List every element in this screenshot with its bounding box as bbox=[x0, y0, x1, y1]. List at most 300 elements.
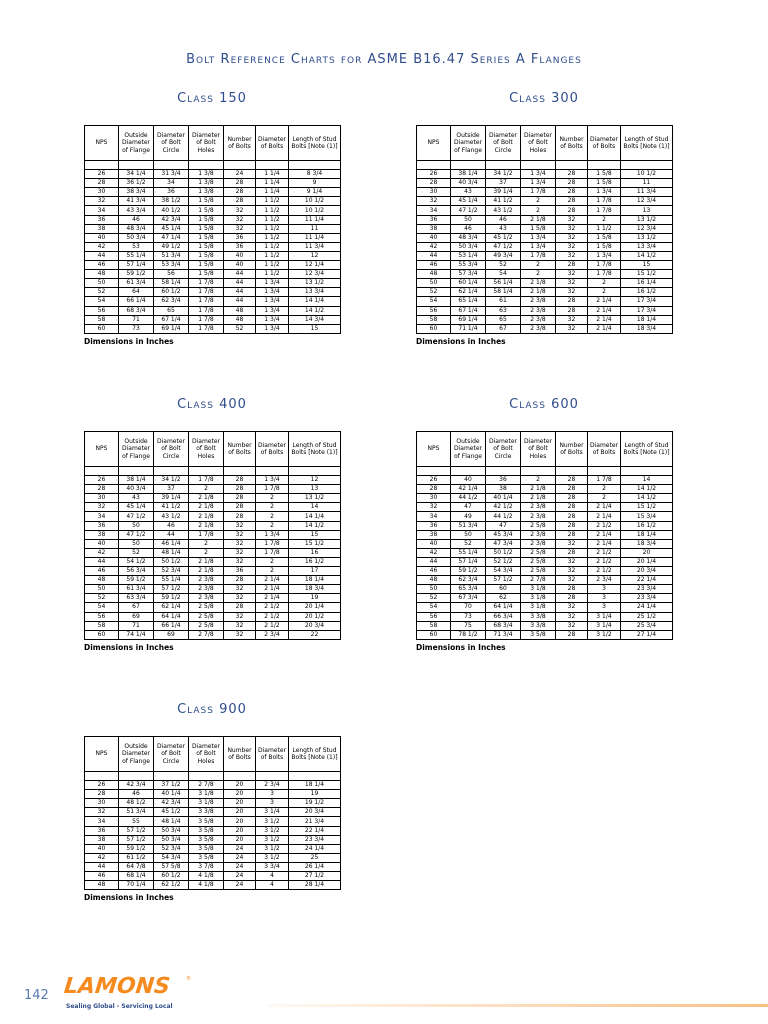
spacer-cell bbox=[556, 161, 588, 170]
table-cell: 50 bbox=[451, 530, 486, 539]
table-cell: 75 bbox=[451, 621, 486, 630]
table-cell: 32 bbox=[556, 224, 588, 233]
table-cell: 28 bbox=[556, 494, 588, 503]
table-cell: 3 3/8 bbox=[521, 621, 556, 630]
table-row bbox=[85, 808, 341, 817]
table-cell: 32 bbox=[556, 270, 588, 279]
table-cell: 32 bbox=[556, 288, 588, 297]
table-cell: 46 bbox=[417, 261, 451, 270]
spacer-cell bbox=[224, 772, 256, 781]
table-cell: 49 1/2 bbox=[154, 242, 189, 251]
table-row bbox=[417, 594, 673, 603]
table-cell: 28 bbox=[556, 548, 588, 557]
table-cell: 1 7/8 bbox=[256, 548, 289, 557]
table-cell: 14 1/2 bbox=[289, 306, 341, 315]
table-cell: 58 1/4 bbox=[154, 279, 189, 288]
column-header: Diameter of Bolt Circle bbox=[486, 126, 521, 161]
table-cell: 48 1/4 bbox=[154, 817, 189, 826]
table-cell: 54 bbox=[417, 297, 451, 306]
table-row bbox=[417, 612, 673, 621]
table-cell: 2 1/4 bbox=[256, 585, 289, 594]
table-cell: 20 bbox=[224, 817, 256, 826]
table-cell: 28 bbox=[224, 197, 256, 206]
table-cell: 44 bbox=[417, 557, 451, 566]
table-row bbox=[417, 188, 673, 197]
table-cell: 65 3/4 bbox=[451, 585, 486, 594]
table-cell: 2 bbox=[588, 288, 621, 297]
table-cell: 65 1/4 bbox=[451, 297, 486, 306]
table-cell: 43 1/2 bbox=[154, 512, 189, 521]
table-cell: 50 3/4 bbox=[451, 242, 486, 251]
table-cell: 2 1/4 bbox=[588, 503, 621, 512]
table-cell: 3 bbox=[256, 790, 289, 799]
table-cell: 52 bbox=[451, 539, 486, 548]
registered-mark-icon: ® bbox=[186, 976, 191, 982]
table-cell: 2 1/2 bbox=[256, 621, 289, 630]
table-cell: 28 bbox=[224, 485, 256, 494]
table-cell: 32 bbox=[556, 567, 588, 576]
table-cell: 2 3/8 bbox=[521, 315, 556, 324]
bolt-table bbox=[84, 431, 341, 640]
column-header: Length of Stud Bolts [Note (1)] bbox=[621, 432, 673, 467]
table-cell: 42 bbox=[417, 242, 451, 251]
table-cell: 36 bbox=[85, 215, 119, 224]
table-row bbox=[85, 261, 341, 270]
table-cell: 57 1/2 bbox=[154, 585, 189, 594]
table-cell: 39 1/4 bbox=[486, 188, 521, 197]
spacer-cell bbox=[621, 161, 673, 170]
table-cell: 46 bbox=[486, 215, 521, 224]
table-cell: 3 5/8 bbox=[189, 817, 224, 826]
table-cell: 3 3/8 bbox=[521, 612, 556, 621]
table-row bbox=[417, 206, 673, 215]
table-cell: 20 bbox=[621, 548, 673, 557]
table-cell: 14 1/2 bbox=[289, 521, 341, 530]
table-cell: 1 3/4 bbox=[588, 188, 621, 197]
dimensions-note: Dimensions in Inches bbox=[84, 893, 174, 903]
table-cell: 40 bbox=[85, 844, 119, 853]
table-cell: 2 3/4 bbox=[256, 630, 289, 639]
table-row bbox=[417, 539, 673, 548]
table-cell: 3 bbox=[588, 594, 621, 603]
table-cell: 2 bbox=[256, 567, 289, 576]
table-cell: 61 3/4 bbox=[119, 279, 154, 288]
table-cell: 53 bbox=[119, 242, 154, 251]
table-cell: 2 bbox=[256, 521, 289, 530]
table-row bbox=[85, 799, 341, 808]
table-cell: 1 3/4 bbox=[588, 251, 621, 260]
table-header-row bbox=[85, 432, 341, 467]
table-row bbox=[85, 279, 341, 288]
table-cell: 28 bbox=[556, 476, 588, 485]
table-cell: 49 bbox=[451, 512, 486, 521]
table-cell: 26 1/4 bbox=[289, 862, 341, 871]
table-cell: 48 bbox=[224, 315, 256, 324]
table-row bbox=[417, 179, 673, 188]
table-cell: 40 1/4 bbox=[154, 790, 189, 799]
table-cell: 3 5/8 bbox=[189, 853, 224, 862]
table-cell: 42 3/4 bbox=[119, 781, 154, 790]
table-cell: 26 bbox=[85, 476, 119, 485]
table-cell: 56 3/4 bbox=[119, 567, 154, 576]
table-cell: 11 bbox=[289, 224, 341, 233]
table-cell: 1 7/8 bbox=[189, 297, 224, 306]
table-cell: 34 bbox=[417, 512, 451, 521]
table-row bbox=[85, 594, 341, 603]
table-row bbox=[417, 603, 673, 612]
table-cell: 1 7/8 bbox=[256, 485, 289, 494]
table-cell: 28 bbox=[224, 576, 256, 585]
spacer-cell bbox=[451, 161, 486, 170]
table-cell: 25 1/2 bbox=[621, 612, 673, 621]
table-cell: 63 bbox=[486, 306, 521, 315]
table-cell: 28 bbox=[224, 476, 256, 485]
table-cell: 51 3/4 bbox=[154, 251, 189, 260]
table-cell: 57 1/2 bbox=[119, 826, 154, 835]
table-row bbox=[85, 297, 341, 306]
table-cell: 44 bbox=[85, 557, 119, 566]
table-cell: 18 1/4 bbox=[289, 576, 341, 585]
table-cell: 47 1/2 bbox=[119, 530, 154, 539]
table-cell: 15 1/2 bbox=[621, 270, 673, 279]
table-row bbox=[417, 548, 673, 557]
table-cell: 28 bbox=[556, 585, 588, 594]
table-cell: 44 1/2 bbox=[451, 494, 486, 503]
table-cell: 13 1/2 bbox=[621, 215, 673, 224]
table-cell: 27 1/2 bbox=[289, 872, 341, 881]
table-row bbox=[85, 539, 341, 548]
table-cell: 50 bbox=[417, 585, 451, 594]
table-row bbox=[85, 872, 341, 881]
table-cell: 38 bbox=[85, 224, 119, 233]
table-cell: 36 bbox=[224, 233, 256, 242]
table-cell: 62 1/4 bbox=[154, 603, 189, 612]
table-cell: 54 bbox=[85, 297, 119, 306]
table-cell: 14 1/4 bbox=[289, 297, 341, 306]
column-header: Diameter of Bolts bbox=[256, 432, 289, 467]
table-cell: 24 bbox=[224, 881, 256, 890]
table-cell: 28 bbox=[556, 512, 588, 521]
table-cell: 13 bbox=[621, 206, 673, 215]
table-cell: 34 1/2 bbox=[486, 170, 521, 179]
table-cell: 2 1/4 bbox=[588, 512, 621, 521]
table-cell: 2 1/2 bbox=[256, 612, 289, 621]
table-cell: 56 1/4 bbox=[486, 279, 521, 288]
spacer-cell bbox=[588, 467, 621, 476]
table-cell: 40 1/4 bbox=[486, 494, 521, 503]
table-cell: 1 1/2 bbox=[256, 224, 289, 233]
table-cell: 68 3/4 bbox=[119, 306, 154, 315]
table-cell: 50 bbox=[85, 279, 119, 288]
table-cell: 54 bbox=[486, 270, 521, 279]
table-header-row bbox=[85, 737, 341, 772]
table-cell: 49 3/4 bbox=[486, 251, 521, 260]
table-cell: 32 bbox=[224, 530, 256, 539]
table-cell: 2 3/8 bbox=[521, 503, 556, 512]
table-cell: 15 bbox=[621, 261, 673, 270]
table-cell: 36 bbox=[85, 826, 119, 835]
table-cell: 32 bbox=[224, 206, 256, 215]
table-cell: 42 3/4 bbox=[154, 215, 189, 224]
table-cell: 52 3/4 bbox=[154, 567, 189, 576]
table-cell: 59 1/2 bbox=[119, 270, 154, 279]
dimensions-note: Dimensions in Inches bbox=[416, 642, 506, 652]
table-cell: 60 1/2 bbox=[154, 872, 189, 881]
table-row bbox=[85, 512, 341, 521]
table-cell: 25 bbox=[289, 853, 341, 862]
table-cell: 48 1/4 bbox=[154, 548, 189, 557]
table-row bbox=[85, 179, 341, 188]
table-cell: 1 7/8 bbox=[588, 197, 621, 206]
table-cell: 17 3/4 bbox=[621, 306, 673, 315]
table-cell: 2 5/8 bbox=[521, 521, 556, 530]
table-cell: 2 7/8 bbox=[189, 781, 224, 790]
table-cell: 28 bbox=[85, 790, 119, 799]
logo-wordmark: LAMONS bbox=[62, 974, 172, 999]
table-row bbox=[417, 585, 673, 594]
table-cell: 45 1/4 bbox=[119, 503, 154, 512]
table-cell: 14 3/4 bbox=[289, 315, 341, 324]
table-cell: 56 bbox=[85, 306, 119, 315]
table-row bbox=[85, 270, 341, 279]
table-row bbox=[85, 521, 341, 530]
table-cell: 44 bbox=[224, 297, 256, 306]
table-cell: 25 3/4 bbox=[621, 621, 673, 630]
table-cell: 2 bbox=[521, 270, 556, 279]
table-cell: 37 1/2 bbox=[154, 781, 189, 790]
table-cell: 47 bbox=[486, 521, 521, 530]
column-header: Diameter of Bolt Holes bbox=[189, 126, 224, 161]
table-cell: 14 1/2 bbox=[621, 494, 673, 503]
column-header: Diameter of Bolts bbox=[588, 126, 621, 161]
table-row bbox=[417, 251, 673, 260]
table-cell: 2 1/8 bbox=[189, 567, 224, 576]
table-cell: 32 bbox=[224, 557, 256, 566]
table-cell: 1 7/8 bbox=[588, 476, 621, 485]
table-row bbox=[85, 197, 341, 206]
table-cell: 2 bbox=[256, 494, 289, 503]
table-row bbox=[417, 197, 673, 206]
logo-tagline: Sealing Global - Servicing Local bbox=[66, 1003, 173, 1010]
table-row bbox=[417, 530, 673, 539]
table-cell: 14 1/2 bbox=[621, 485, 673, 494]
table-row bbox=[417, 494, 673, 503]
table-cell: 2 bbox=[189, 548, 224, 557]
table-cell: 1 7/8 bbox=[588, 270, 621, 279]
table-cell: 62 3/4 bbox=[154, 297, 189, 306]
table-cell: 17 bbox=[289, 567, 341, 576]
table-cell: 47 3/4 bbox=[486, 539, 521, 548]
table-cell: 1 5/8 bbox=[189, 224, 224, 233]
table-cell: 16 1/2 bbox=[621, 288, 673, 297]
title-spacer bbox=[416, 109, 672, 125]
table-cell: 3 5/8 bbox=[189, 844, 224, 853]
table-cell: 32 bbox=[85, 197, 119, 206]
table-cell: 50 3/4 bbox=[154, 835, 189, 844]
table-cell: 32 bbox=[224, 548, 256, 557]
table-row bbox=[417, 557, 673, 566]
table-cell: 32 bbox=[556, 242, 588, 251]
table-row bbox=[417, 324, 673, 333]
table-cell: 9 bbox=[289, 179, 341, 188]
spacer-cell bbox=[224, 161, 256, 170]
table-row bbox=[85, 206, 341, 215]
table-title: Class 150 bbox=[177, 91, 247, 106]
title-spacer bbox=[84, 720, 340, 736]
spacer-cell bbox=[289, 772, 341, 781]
table-cell: 45 1/2 bbox=[486, 233, 521, 242]
table-cell: 1 3/4 bbox=[256, 476, 289, 485]
table-cell: 44 bbox=[417, 251, 451, 260]
table-cell: 41 3/4 bbox=[119, 197, 154, 206]
table-cell: 3 5/8 bbox=[189, 826, 224, 835]
table-cell: 1 7/8 bbox=[189, 476, 224, 485]
table-cell: 2 1/8 bbox=[521, 485, 556, 494]
table-cell: 64 1/4 bbox=[154, 612, 189, 621]
table-cell: 43 3/4 bbox=[119, 206, 154, 215]
table-cell: 67 1/4 bbox=[154, 315, 189, 324]
table-cell: 2 3/8 bbox=[189, 585, 224, 594]
table-cell: 32 bbox=[556, 215, 588, 224]
table-cell: 18 1/4 bbox=[621, 315, 673, 324]
column-header: Diameter of Bolt Circle bbox=[154, 737, 189, 772]
table-cell: 69 1/4 bbox=[451, 315, 486, 324]
table-cell: 23 3/4 bbox=[289, 835, 341, 844]
table-cell: 1 7/8 bbox=[189, 288, 224, 297]
table-row bbox=[85, 233, 341, 242]
table-cell: 44 bbox=[85, 251, 119, 260]
table-cell: 55 1/4 bbox=[451, 548, 486, 557]
table-cell: 1 5/8 bbox=[189, 197, 224, 206]
table-cell: 30 bbox=[85, 188, 119, 197]
table-cell: 2 1/4 bbox=[588, 315, 621, 324]
table-cell: 32 bbox=[556, 279, 588, 288]
table-cell: 9 1/4 bbox=[289, 188, 341, 197]
table-cell: 46 bbox=[417, 567, 451, 576]
table-row bbox=[85, 242, 341, 251]
table-cell: 22 1/4 bbox=[289, 826, 341, 835]
table-cell: 2 5/8 bbox=[521, 557, 556, 566]
table-cell: 2 bbox=[189, 539, 224, 548]
table-cell: 1 7/8 bbox=[189, 530, 224, 539]
table-cell: 12 3/4 bbox=[621, 224, 673, 233]
table-cell: 46 bbox=[119, 215, 154, 224]
table-cell: 58 bbox=[85, 315, 119, 324]
table-cell: 1 1/2 bbox=[256, 270, 289, 279]
table-title: Class 900 bbox=[177, 702, 247, 717]
table-cell: 40 bbox=[224, 261, 256, 270]
table-cell: 1 7/8 bbox=[588, 206, 621, 215]
spacer-cell bbox=[85, 161, 119, 170]
table-cell: 38 1/2 bbox=[154, 197, 189, 206]
table-cell: 2 1/2 bbox=[256, 603, 289, 612]
table-cell: 34 bbox=[154, 179, 189, 188]
table-cell: 20 bbox=[224, 808, 256, 817]
table-cell: 42 3/4 bbox=[154, 799, 189, 808]
table-cell: 59 1/2 bbox=[119, 844, 154, 853]
table-cell: 40 3/4 bbox=[451, 179, 486, 188]
spacer-cell bbox=[289, 467, 341, 476]
table-row bbox=[85, 790, 341, 799]
table-cell: 1 5/8 bbox=[588, 179, 621, 188]
spacer-cell bbox=[256, 772, 289, 781]
column-header: Diameter of Bolts bbox=[256, 737, 289, 772]
table-cell: 54 bbox=[85, 603, 119, 612]
table-cell: 11 3/4 bbox=[621, 188, 673, 197]
table-cell: 2 5/8 bbox=[521, 548, 556, 557]
table-cell: 47 1/2 bbox=[486, 242, 521, 251]
title-spacer bbox=[84, 415, 340, 431]
table-cell: 3 1/2 bbox=[256, 844, 289, 853]
table-cell: 40 bbox=[451, 476, 486, 485]
table-cell: 38 bbox=[85, 530, 119, 539]
table-cell: 46 bbox=[119, 790, 154, 799]
column-header: Length of Stud Bolts [Note (1)] bbox=[289, 126, 341, 161]
table-cell: 78 1/2 bbox=[451, 630, 486, 639]
document-title: Bolt Reference Charts for ASME B16.47 Series A Flanges bbox=[186, 52, 582, 67]
table-cell: 24 1/4 bbox=[289, 844, 341, 853]
table-cell: 15 bbox=[289, 324, 341, 333]
table-cell: 20 3/4 bbox=[289, 808, 341, 817]
table-cell: 66 1/4 bbox=[154, 621, 189, 630]
table-cell: 18 3/4 bbox=[621, 539, 673, 548]
table-cell: 36 bbox=[224, 242, 256, 251]
table-cell: 1 7/8 bbox=[521, 188, 556, 197]
table-cell: 52 bbox=[417, 594, 451, 603]
table-cell: 46 bbox=[451, 224, 486, 233]
table-cell: 62 1/4 bbox=[451, 288, 486, 297]
table-cell: 2 1/2 bbox=[588, 567, 621, 576]
table-cell: 32 bbox=[85, 808, 119, 817]
table-cell: 2 bbox=[588, 494, 621, 503]
table-cell: 40 bbox=[85, 233, 119, 242]
table-cell: 59 1/2 bbox=[119, 576, 154, 585]
table-cell: 14 1/4 bbox=[289, 512, 341, 521]
table-cell: 20 bbox=[224, 799, 256, 808]
table-row bbox=[85, 567, 341, 576]
table-cell: 28 bbox=[556, 594, 588, 603]
table-cell: 60 bbox=[85, 630, 119, 639]
table-cell: 34 bbox=[85, 206, 119, 215]
table-cell: 38 bbox=[417, 530, 451, 539]
spacer-cell bbox=[224, 467, 256, 476]
table-cell: 1 5/8 bbox=[189, 261, 224, 270]
table-header-row bbox=[417, 432, 673, 467]
table-cell: 52 1/2 bbox=[486, 557, 521, 566]
table-cell: 38 1/4 bbox=[119, 476, 154, 485]
table-cell: 1 7/8 bbox=[588, 261, 621, 270]
table-cell: 52 bbox=[486, 261, 521, 270]
column-header: Number of Bolts bbox=[224, 432, 256, 467]
table-cell: 3 3/4 bbox=[256, 862, 289, 871]
table-cell: 2 1/4 bbox=[588, 297, 621, 306]
column-header: Length of Stud Bolts [Note (1)] bbox=[289, 432, 341, 467]
title-spacer bbox=[84, 109, 340, 125]
table-cell: 53 3/4 bbox=[154, 261, 189, 270]
table-cell: 1 3/4 bbox=[521, 179, 556, 188]
table-cell: 42 1/2 bbox=[486, 503, 521, 512]
spacer-row bbox=[85, 467, 341, 476]
table-cell: 3 3/8 bbox=[189, 808, 224, 817]
column-header: Number of Bolts bbox=[224, 126, 256, 161]
table-header-row bbox=[85, 126, 341, 161]
table-cell: 68 3/4 bbox=[486, 621, 521, 630]
table-row bbox=[417, 306, 673, 315]
column-header: Length of Stud Bolts [Note (1)] bbox=[621, 126, 673, 161]
table-cell: 1 5/8 bbox=[189, 242, 224, 251]
table-row bbox=[417, 261, 673, 270]
table-cell: 1 3/4 bbox=[256, 306, 289, 315]
